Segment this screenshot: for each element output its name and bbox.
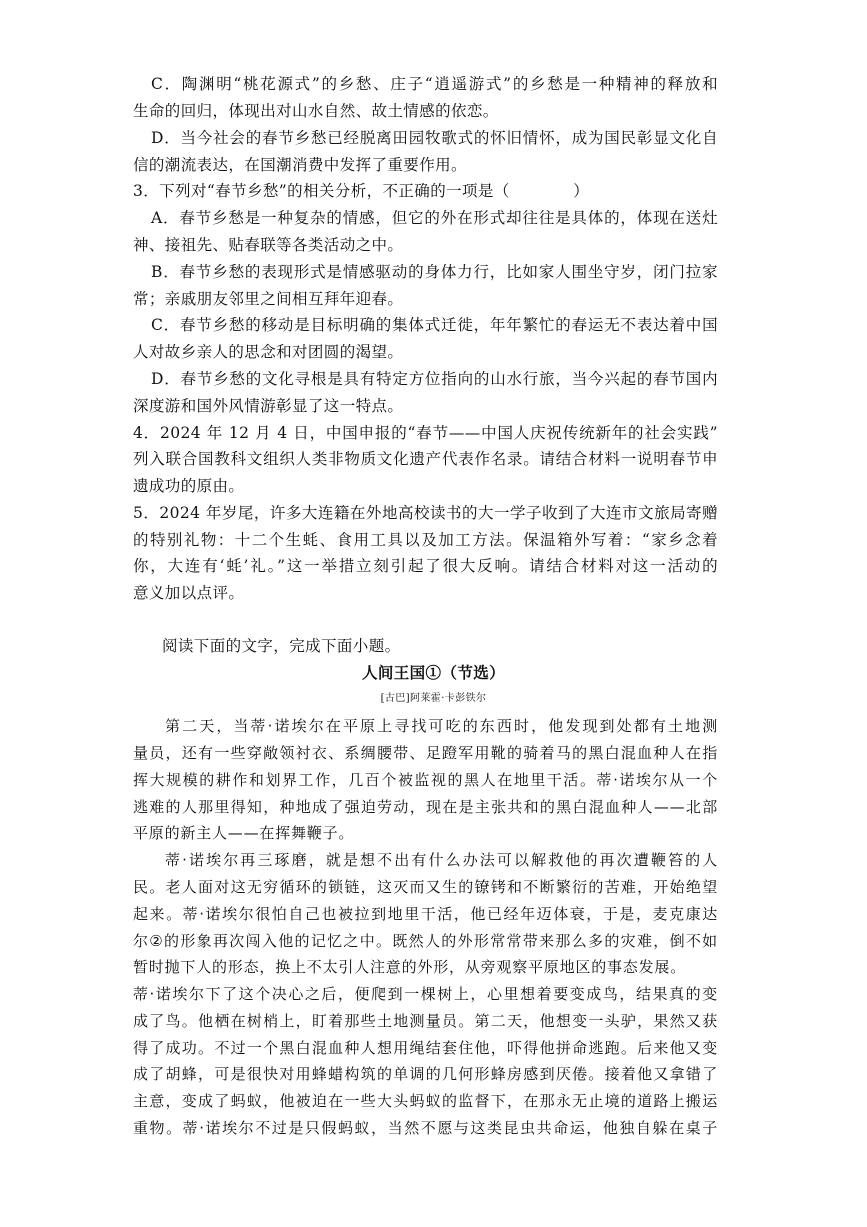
q4-line1: 4．2024 年 12 月 4 日，中国申报的“春节——中国人庆祝传统新年的社会实践” [133,424,718,442]
story-p2-line2: 民。老人面对这无穷循环的锁链，这灭而又生的镣铐和不断繁衍的苦难，开始绝望 [133,878,718,896]
q4-line3: 遗成功的原由。 [133,477,245,495]
q4-line2: 列入联合国教科文组织人类非物质文化遗产代表作名录。请结合材料一说明春节申 [133,450,718,468]
story-p1-line4: 逃难的人那里得知，种地成了强迫劳动，现在是主张共和的黑白混血种人——北部 [133,798,718,816]
story-p1-line1: 第二天，当蒂·诺埃尔在平原上寻找可吃的东西时，他发现到处都有土地测 [165,717,718,735]
story-p3-line3: 得了成功。不过一个黑白混血种人想用绳结套住他，吓得他拼命逃跑。后来他又变 [133,1039,718,1057]
q3-option-a-line1: A．春节乡愁是一种复杂的情感，但它的外在形式却往往是具体的，体现在送灶 [151,209,718,227]
q3-option-d-line2: 深度游和国外风情游彰显了这一特点。 [133,397,404,415]
story-p1-line5: 平原的新主人——在挥舞鞭子。 [133,824,355,842]
q5-line4: 意义加以点评。 [133,584,245,602]
story-p2-line4: 尔②的形象再次闯入他的记忆之中。既然人的外形常常带来那么多的灾难，倒不如 [133,932,718,950]
story-title: 人间王国①（节选） [361,663,506,682]
story-author: [古巴]阿莱霍·卡彭铁尔 [380,693,487,704]
q5-line1: 5．2024 年岁尾，许多大连籍在外地高校读书的大一学子收到了大连市文旅局寄赠 [133,504,718,522]
q5-line3: 你，大连有‘蚝’礼。”这一举措立刻引起了很大反响。请结合材料对这一活动的 [133,557,718,575]
story-p1-line3: 挥大规模的耕作和划界工作，几百个被监视的黑人在地里干活。蒂·诺埃尔从一个 [133,771,718,789]
q2-option-d-line2: 信的潮流表达，在国潮消费中发挥了重要作用。 [133,156,467,174]
q3-option-b-line1: B．春节乡愁的表现形式是情感驱动的身体力行，比如家人围坐守岁，闭门拉家 [151,263,718,281]
q3-stem: 3．下列对“春节乡愁”的相关分析，不正确的一项是（ ） [133,182,590,200]
q5-line2: 的特别礼物：十二个生蚝、食用工具以及加工方法。保温箱外写着：“家乡念着 [133,531,718,549]
q2-option-d-line1: D．当今社会的春节乡愁已经脱离田园牧歌式的怀旧情怀，成为国民彰显文化自 [151,129,718,147]
q3-option-a-line2: 神、接祖先、贴春联等各类活动之中。 [133,236,404,254]
q3-option-c-line2: 人对故乡亲人的思念和对团圆的渴望。 [133,343,404,361]
story-p2-line5: 暂时抛下人的形态，换上不太引人注意的外形，从旁观察平原地区的事态发展。 [133,958,687,976]
reading-instruction: 阅读下面的文字，完成下面小题。 [162,637,401,655]
q2-option-c-line1: C．陶渊明“桃花源式”的乡愁、庄子“逍遥游式”的乡愁是一种精神的释放和 [151,75,718,93]
q3-option-b-line2: 常；亲戚朋友邻里之间相互拜年迎春。 [133,290,404,308]
story-p3-line4: 成了胡蜂，可是很快对用蜂蜡构筑的单调的几何形蜂房感到厌倦。接着他又拿错了 [133,1065,718,1083]
q2-option-c-line2: 生命的回归，体现出对山水自然、故土情感的依恋。 [133,102,499,120]
story-p1-line2: 量员，还有一些穿敞领衬衣、系绸腰带、足蹬军用靴的骑着马的黑白混血种人在指 [133,744,718,762]
story-p3-line2: 成了鸟。他栖在树梢上，盯着那些土地测量员。第二天，他想变一头驴，果然又获 [133,1012,718,1030]
q3-option-d-line1: D．春节乡愁的文化寻根是具有特定方位指向的山水行旅，当今兴起的春节国内 [151,370,718,388]
q3-option-c-line1: C．春节乡愁的移动是目标明确的集体式迁徙，年年繁忙的春运无不表达着中国 [151,316,718,334]
story-p3-line6: 重物。蒂·诺埃尔不过是只假蚂蚁，当然不愿与这类昆虫共命运，他独自躲在桌子 [133,1119,718,1137]
story-p3-line5: 主意，变成了蚂蚁，他被迫在一些大头蚂蚁的监督下，在那永无止境的道路上搬运 [133,1092,718,1110]
story-p2-line3: 起来。蒂·诺埃尔很怕自己也被拉到地里干活，他已经年迈体衰，于是，麦克康达 [133,905,718,923]
story-p3-line1: 蒂·诺埃尔下了这个决心之后，便爬到一棵树上，心里想着要变成鸟，结果真的变 [133,985,718,1003]
story-p2-line1: 蒂·诺埃尔再三琢磨，就是想不出有什么办法可以解救他的再次遭鞭笞的人 [165,851,718,869]
